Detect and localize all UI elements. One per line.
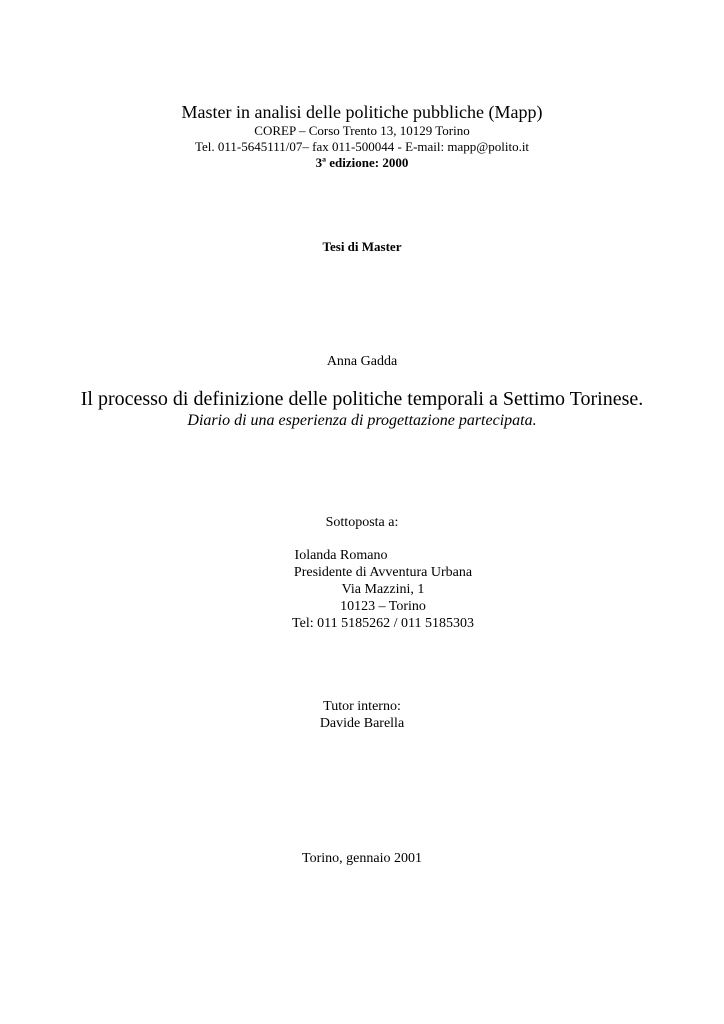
supervisor-street: Via Mazzini, 1 [341,582,425,597]
edition-text: edizione: 2000 [326,155,409,170]
program-address: COREP – Corso Trento 13, 10129 Torino [254,123,470,138]
thesis-title: Il processo di definizione delle politiche temporali a Settimo Torinese. [80,388,644,410]
tutor-name: Davide Barella [319,716,405,731]
edition-superscript: a [322,154,327,164]
edition-number: 3 [315,155,323,170]
place-date: Torino, gennaio 2001 [302,851,422,866]
edition [0,156,724,169]
thesis-subtitle: Diario di una esperienza di progettazione partecipata. [187,412,537,429]
program-title: Master in analisi delle politiche pubbliche (Mapp) [181,102,543,122]
tutor-label: Tutor interno: [323,699,401,714]
supervisor-phone: Tel: 011 5185262 / 011 5185303 [292,616,474,631]
supervisor-role: Presidente di Avventura Urbana [293,565,473,580]
supervisor-city: 10123 – Torino [340,599,426,614]
submitted-label: Sottoposta a: [325,515,399,530]
supervisor-name: Iolanda Romano [294,548,388,563]
doc-type: Tesi di Master [322,239,402,254]
author: Anna Gadda [326,354,398,369]
program-contacts: Tel. 011-5645111/07– fax 011-500044 - E-mail: mapp@polito.it [194,139,530,154]
